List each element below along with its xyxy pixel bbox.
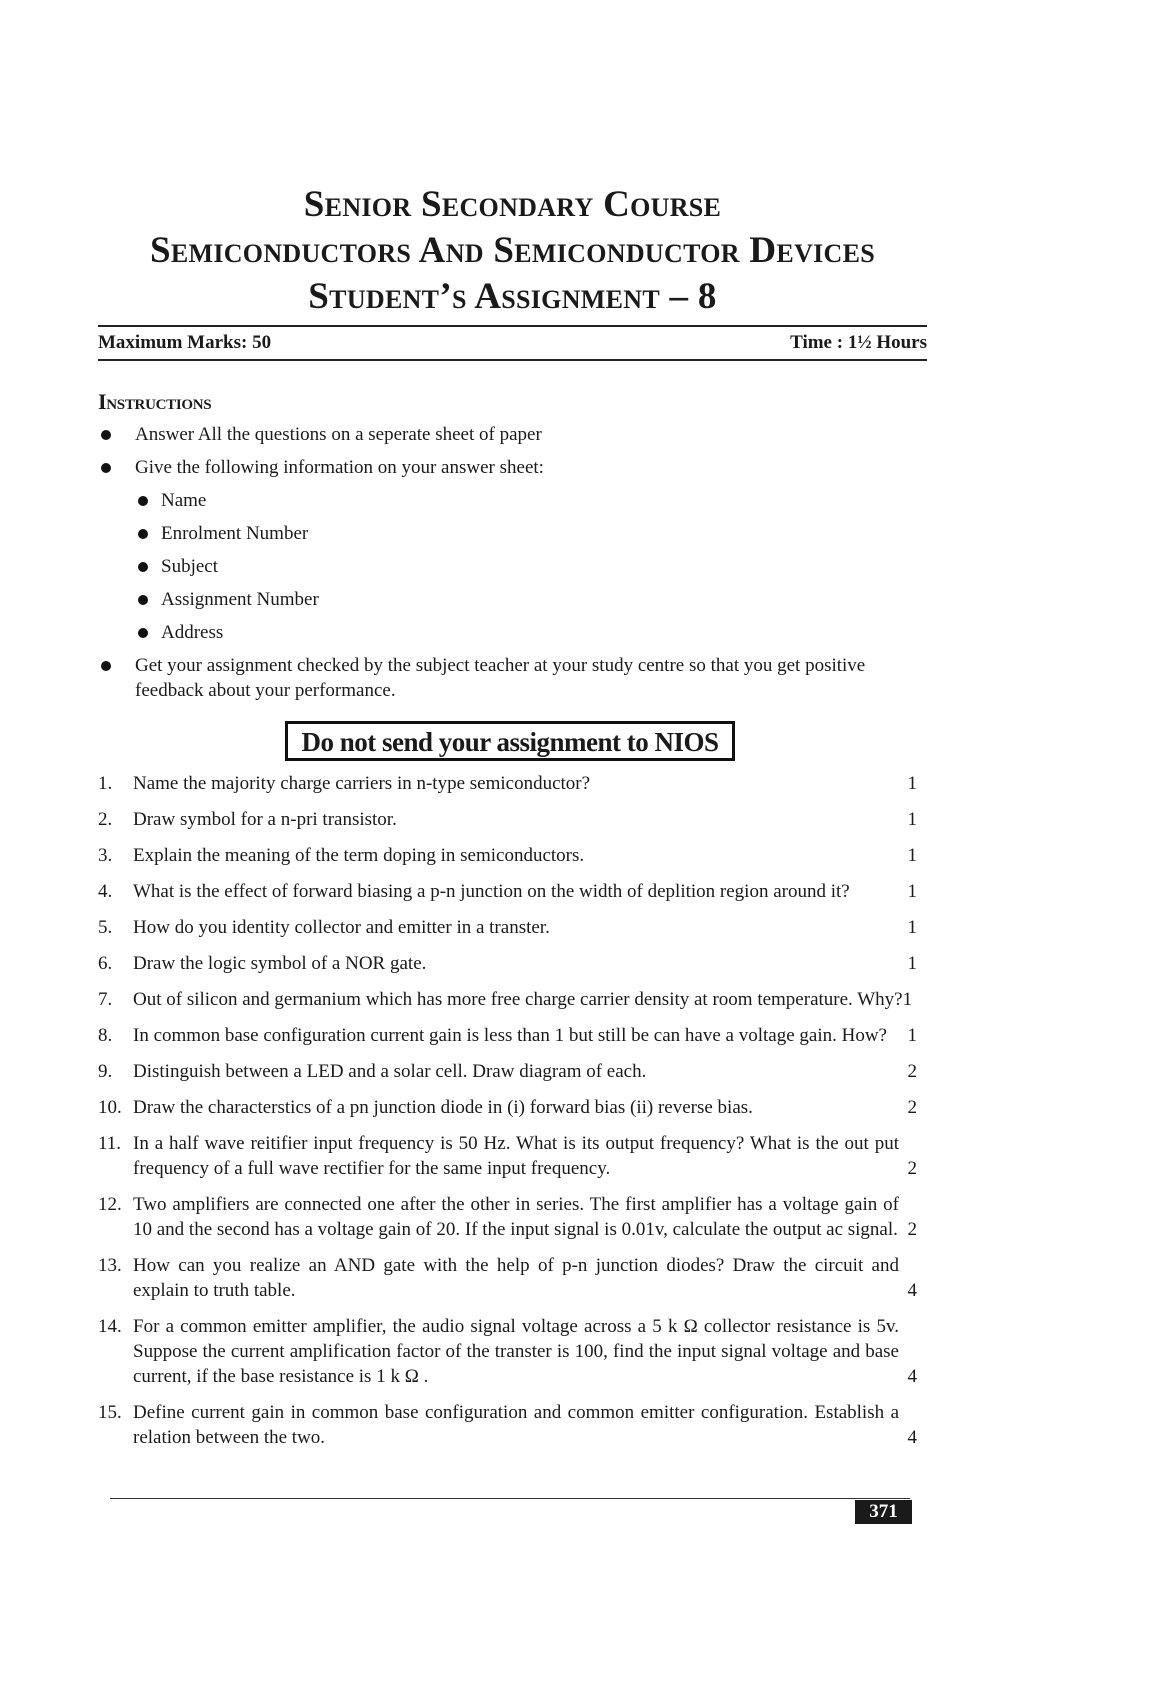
page-number: 371 bbox=[855, 1500, 912, 1524]
bottom-divider bbox=[98, 359, 927, 361]
question-text: How do you identity collector and emitter in a transter. bbox=[133, 917, 550, 938]
instruction-item: Answer All the questions on a seperate sheet of paper bbox=[98, 422, 927, 447]
question-item bbox=[98, 951, 927, 976]
question-text: Define current gain in common base configuration and common emitter configuration. Establish a relation between the two. bbox=[133, 1402, 899, 1448]
bullet-icon bbox=[101, 430, 111, 440]
question-marks: 4 bbox=[907, 1427, 917, 1448]
question-item bbox=[98, 1095, 927, 1120]
info-item-assignment-number: Assignment Number bbox=[98, 587, 927, 612]
question-marks: 1 bbox=[907, 917, 917, 938]
subject-title: Semiconductors And Semiconductor Devices bbox=[149, 230, 876, 271]
question-number: 6. bbox=[98, 953, 113, 974]
question-number: 1. bbox=[98, 773, 113, 794]
question-marks: 2 bbox=[907, 1097, 917, 1118]
questions-list bbox=[98, 771, 927, 1461]
info-item-enrolment: Enrolment Number bbox=[98, 521, 927, 546]
question-marks: 1 bbox=[907, 1025, 917, 1046]
instruction-item: Get your assignment checked by the subject teacher at your study centre so that you get positive feedback about your performance. bbox=[98, 653, 927, 703]
instruction-item: Give the following information on your answer sheet: bbox=[98, 455, 927, 480]
question-text: Explain the meaning of the term doping in semiconductors. bbox=[133, 845, 585, 866]
question-marks: 1 bbox=[907, 845, 917, 866]
question-marks: 1 bbox=[907, 773, 917, 794]
question-text: Draw symbol for a n-pri transistor. bbox=[133, 809, 397, 830]
instructions-list bbox=[98, 422, 927, 711]
question-number: 13. bbox=[98, 1255, 122, 1276]
question-number: 10. bbox=[98, 1097, 122, 1118]
question-item bbox=[98, 807, 927, 832]
info-item-address: Address bbox=[98, 620, 927, 645]
question-number: 2. bbox=[98, 809, 113, 830]
question-text: For a common emitter amplifier, the audio signal voltage across a 5 k Ω collector resistance is 5v. Suppose the current amplification factor of the transter is 100, find the input signal voltage and base current, if the base resistance is 1 k Ω . bbox=[133, 1316, 899, 1387]
question-number: 3. bbox=[98, 845, 113, 866]
instructions-heading: Instructions bbox=[98, 389, 212, 414]
question-number: 15. bbox=[98, 1402, 122, 1423]
question-item bbox=[98, 1131, 927, 1181]
bullet-icon bbox=[101, 661, 111, 671]
question-item bbox=[98, 1192, 927, 1242]
question-text: Name the majority charge carriers in n-type semiconductor? bbox=[133, 773, 591, 794]
assignment-title: Student’s Assignment – 8 bbox=[308, 276, 717, 317]
bullet-icon bbox=[138, 529, 148, 539]
time-limit: Time : 1½ Hours bbox=[790, 332, 927, 353]
question-text: Draw the characterstics of a pn junction diode in (i) forward bias (ii) reverse bias. bbox=[133, 1097, 753, 1118]
question-item bbox=[98, 771, 927, 796]
question-item bbox=[98, 879, 927, 904]
question-text: Distinguish between a LED and a solar cell. Draw diagram of each. bbox=[133, 1061, 647, 1082]
maximum-marks: Maximum Marks: 50 bbox=[98, 332, 272, 353]
question-marks: 2 bbox=[907, 1219, 917, 1240]
info-item-subject: Subject bbox=[98, 554, 927, 579]
bullet-icon bbox=[138, 595, 148, 605]
bullet-icon bbox=[138, 628, 148, 638]
question-item bbox=[98, 1253, 927, 1303]
question-number: 7. bbox=[98, 989, 113, 1010]
question-item bbox=[98, 1059, 927, 1084]
question-number: 5. bbox=[98, 917, 113, 938]
course-title: Senior Secondary Course bbox=[303, 184, 722, 225]
question-marks: 2 bbox=[907, 1158, 917, 1179]
question-number: 8. bbox=[98, 1025, 113, 1046]
bullet-icon bbox=[138, 562, 148, 572]
question-marks: 4 bbox=[907, 1366, 917, 1387]
question-number: 12. bbox=[98, 1194, 122, 1215]
question-marks: 4 bbox=[907, 1280, 917, 1301]
question-marks: 1 bbox=[907, 809, 917, 830]
info-item-name: Name bbox=[98, 488, 927, 513]
question-text: What is the effect of forward biasing a p-n junction on the width of deplition region around it? bbox=[133, 881, 850, 902]
question-number: 4. bbox=[98, 881, 113, 902]
bullet-icon bbox=[138, 496, 148, 506]
question-number: 11. bbox=[98, 1133, 122, 1154]
notice-box: Do not send your assignment to NIOS bbox=[285, 721, 735, 761]
footer-divider bbox=[110, 1498, 910, 1499]
question-item bbox=[98, 1023, 927, 1048]
question-item bbox=[98, 1400, 927, 1450]
question-text: In a half wave reitifier input frequency is 50 Hz. What is its output frequency? What is the out put frequency of a full wave rectifier for the same input frequency. bbox=[133, 1133, 899, 1179]
question-item bbox=[98, 843, 927, 868]
question-item bbox=[98, 987, 927, 1012]
question-item bbox=[98, 915, 927, 940]
marks-time-row bbox=[98, 330, 927, 356]
question-text: Out of silicon and germanium which has more free charge carrier density at room temperature. Why?1 bbox=[133, 989, 913, 1010]
question-marks: 1 bbox=[907, 953, 917, 974]
question-marks: 2 bbox=[907, 1061, 917, 1082]
question-number: 14. bbox=[98, 1316, 122, 1337]
question-text: Two amplifiers are connected one after the other in series. The first amplifier has a voltage gain of 10 and the second has a voltage gain of 20. If the input signal is 0.01v, calculate the output ac signal. bbox=[133, 1194, 899, 1240]
question-text: Draw the logic symbol of a NOR gate. bbox=[133, 953, 427, 974]
title-block bbox=[98, 182, 927, 320]
question-item bbox=[98, 1314, 927, 1389]
question-number: 9. bbox=[98, 1061, 113, 1082]
question-text: How can you realize an AND gate with the help of p-n junction diodes? Draw the circuit and explain to truth table. bbox=[133, 1255, 899, 1301]
question-marks: 1 bbox=[907, 881, 917, 902]
top-divider bbox=[98, 325, 927, 327]
bullet-icon bbox=[101, 463, 111, 473]
question-text: In common base configuration current gain is less than 1 but still be can have a voltage gain. How? bbox=[133, 1025, 887, 1046]
